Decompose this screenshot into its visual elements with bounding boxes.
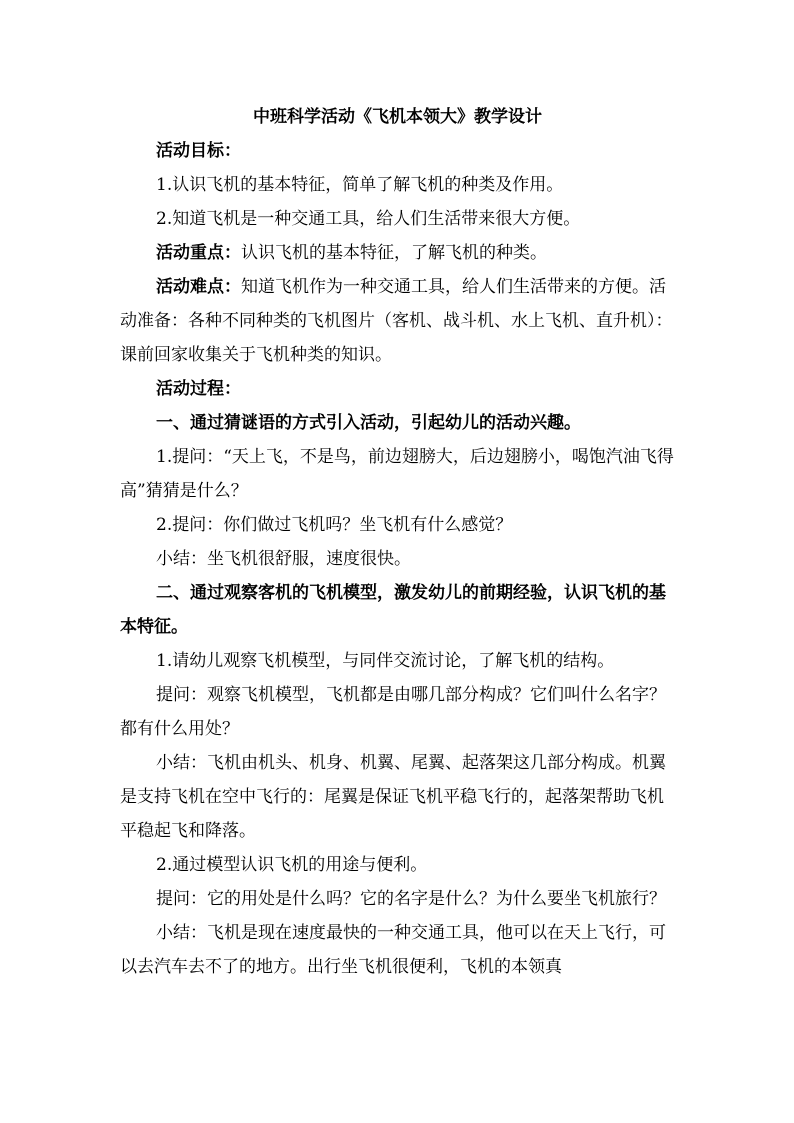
goal-item-1: 1.认识飞机的基本特征，简单了解飞机的种类及作用。 bbox=[156, 175, 564, 195]
section-1-summary: 小结：坐飞机很舒服，速度很快。 bbox=[156, 549, 411, 569]
section-2-step-1: 1.请幼儿观察飞机模型，与同伴交流讨论，了解飞机的结构。 bbox=[156, 651, 615, 671]
key-point-text: 认识飞机的基本特征，了解飞机的种类。 bbox=[241, 243, 547, 263]
section-2-summary-1: 小结：飞机由机头、机身、机翼、尾翼、起落架这几部分构成。机翼是支持飞机在空中飞行的：尾翼是保证飞机平稳飞行的，起落架帮助飞机平稳起飞和降落。 bbox=[120, 753, 666, 841]
section-1-question-1: 1.提问：“天上飞，不是鸟，前边翅膀大，后边翅膀小，喝饱汽油飞得高”猜猜是什么？ bbox=[120, 447, 674, 501]
goal-item-2: 2.知道飞机是一种交通工具，给人们生活带来很大方便。 bbox=[156, 209, 581, 229]
difficulty-text: 知道飞机作为一种交通工具，给人们生活带来的方便。活动准备：各种不同种类的飞机图片（客机、战斗机、水上飞机、直升机）：课前回家收集关于飞机种类的知识。 bbox=[120, 277, 673, 365]
goals-heading: 活动目标： bbox=[156, 141, 241, 161]
section-2-step-2: 2.通过模型认识飞机的用途与便利。 bbox=[156, 855, 428, 875]
section-2-heading: 二、通过观察客机的飞机模型，激发幼儿的前期经验，认识飞机的基本特征。 bbox=[120, 583, 666, 637]
document-title: 中班科学活动《飞机本领大》教学设计 bbox=[253, 107, 542, 127]
process-heading: 活动过程： bbox=[156, 379, 241, 399]
section-2-summary-2: 小结：飞机是现在速度最快的一种交通工具，他可以在天上飞行，可以去汽车去不了的地方。出行坐飞机很便利，飞机的本领真 bbox=[120, 923, 666, 977]
key-point-paragraph bbox=[120, 236, 675, 270]
difficulty-label: 活动难点： bbox=[156, 277, 241, 297]
section-2-question-2: 提问：它的用处是什么吗？它的名字是什么？为什么要坐飞机旅行？ bbox=[156, 889, 666, 909]
section-2-question-1: 提问：观察飞机模型，飞机都是由哪几部分构成？它们叫什么名字？都有什么用处？ bbox=[120, 685, 666, 739]
key-point-label: 活动重点： bbox=[156, 243, 241, 263]
difficulty-paragraph bbox=[120, 270, 675, 372]
section-1-question-2: 2.提问：你们做过飞机吗？坐飞机有什么感觉？ bbox=[156, 515, 513, 535]
document-body bbox=[120, 134, 675, 984]
section-1-heading: 一、通过猜谜语的方式引入活动，引起幼儿的活动兴趣。 bbox=[156, 413, 581, 433]
